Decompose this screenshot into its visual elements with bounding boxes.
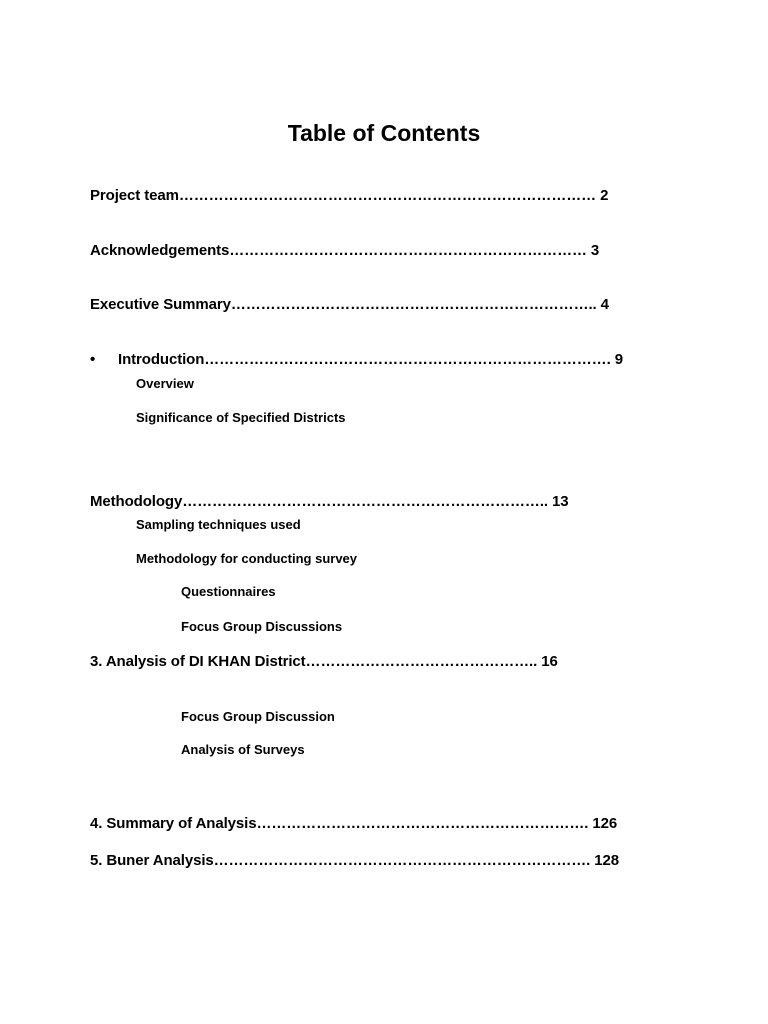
toc-entry-buner-analysis: 5. Buner Analysis…………………………………………………………………. 128 — [90, 852, 619, 869]
toc-entry-summary-of-analysis: 4. Summary of Analysis…………………………………………………………. 126 — [90, 815, 618, 832]
toc-entry-analysis-di-khan: 3. Analysis of DI KHAN District……………………………………….. 16 — [90, 653, 558, 670]
toc-subentry-overview: Overview — [136, 376, 194, 391]
toc-entry-executive-summary: Executive Summary……………………………………………………………….. 4 — [90, 296, 609, 313]
toc-subentry-focus-group-discussion: Focus Group Discussion — [181, 709, 335, 724]
toc-subentry-analysis-of-surveys: Analysis of Surveys — [181, 742, 305, 757]
toc-subentry-significance: Significance of Specified Districts — [136, 410, 346, 425]
toc-entry-project-team: Project team………………………………………………………………………… 2 — [90, 187, 609, 204]
toc-entry-introduction-label: Introduction………………………………………………………………………. 9 — [118, 351, 623, 368]
bullet-marker: • — [90, 351, 96, 368]
toc-subentry-sampling: Sampling techniques used — [136, 517, 301, 532]
toc-subentry-survey-methodology: Methodology for conducting survey — [136, 551, 358, 566]
toc-subsubentry-questionnaires: Questionnaires — [181, 584, 276, 599]
toc-subsubentry-focus-groups: Focus Group Discussions — [181, 619, 343, 634]
toc-entry-methodology: Methodology……………………………………………………………….. 13 — [90, 493, 569, 510]
toc-entry-introduction — [90, 351, 623, 368]
page-title: Table of Contents — [287, 120, 481, 146]
toc-entry-acknowledgements: Acknowledgements……………………………………………………………… 3 — [90, 242, 600, 259]
